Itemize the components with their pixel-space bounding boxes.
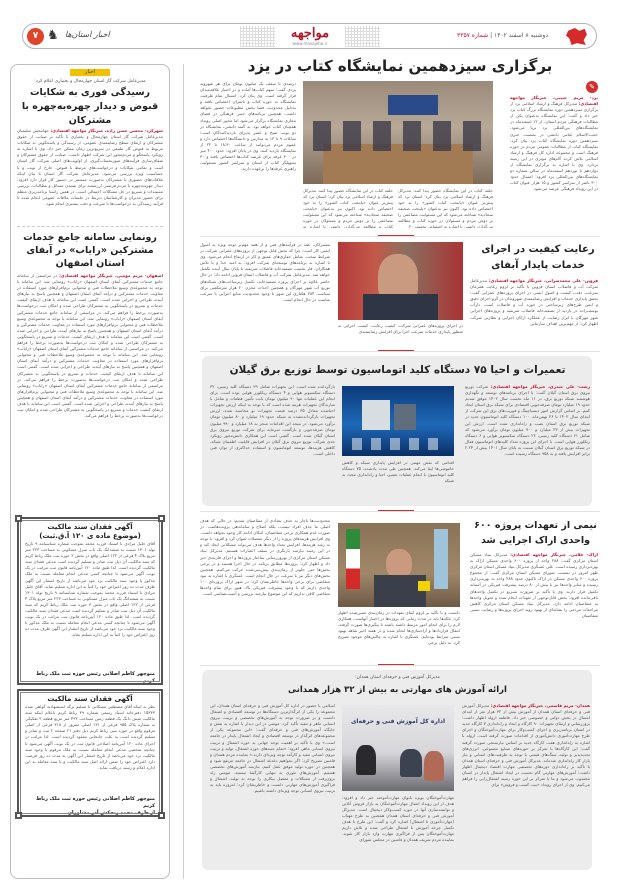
notice2-title: آگهی فقدان سند مالکیت (47, 695, 133, 703)
gilan-article-title[interactable]: تعمیرات و احیا ۷۵ دستگاه کلید اتوماسیون توسط توزیع برق گیلان (229, 364, 566, 376)
organization-flag (434, 529, 448, 589)
ownership-notice-1 (17, 517, 163, 685)
section-figure-icon: ♞ (47, 28, 59, 43)
notice1-subtitle: (موضوع ماده ی ۱۲۰ آ.ق.ثبت) (39, 532, 141, 540)
column-divider (183, 64, 184, 879)
divider (17, 226, 163, 227)
notice2-signature: منوچهر کاظم اصلانی رئیس حوزه ثبت ملک رباط کریم (36, 796, 155, 809)
arak-body-left: محدودیت‌ها ناچار به حذف تعدادی از متقاضیان شدیم؛ در حالی که هدف اصلی ما حذف افراد نیست، بلکه اصلاح و ساماندهی پرونده‌هاست. در صورت عدم همکاری برخی متقاضیان، امکان ادامه کار وجود نخواهد داشت. وی افزایش هزینه‌های پروژه را از دیگر معضلات عنوان کرد و افزود: با توجه به رشد هزینه‌ها، افزایش تعداد واحدها هدف می‌تواند مشکلاتی ایجاد کند و در این زمینه نیازمند بازنگری در سقف اعتبارات هستیم. مدیرکل بنیاد مسکن استان مرکزی از بهروزرسانی ساختار پروژه‌ها و اجرای فازبندی خبر داد و اظهار کرد: پروژه‌ها مطابق برنامه در حال اجرا هستند و در برخی بخش‌ها حتی جلوتر از زمان‌بندی پیش‌بینی‌شده حرکت می‌کنیم. همچنین بخش‌های دیگر نیز با سرعت در حال انجام است. عسگری با اشاره به نبود متقاضی برای برخی واحدها خاطرنشان کرد: در شهر اراک پروژه‌ای ۱۰۰ واحدی داریم که با وجود پیشرفت فیزیکی بالا، هنوز برای تمام واحدها متقاضی کافی نداریم که این موضوع نیازمند بررسی و آسیب‌شناسی است. (200, 518, 330, 597)
yazd-caption-col-1: خلقه کتاب در این نمایشگاه حضور پیدا کنند. مدیرکل فرهنگ و ارشاد اسلامی یزد بیان کرد: استان یزد که پیش‌تر عنوان «پایتخت کتاب کشور» را به خود اختصاص داده بود. اکنون نیز به‌عنوان «پایتخت صحیفه سجادیه» شناخته می‌شود که این مسئولیت مضاعفی را بر دوش مردم و مسئولان در حوزه کتاب و مطالعه می‌گذارد. دانشی با اشاره به اختصاص تخفیف ۲۰ (398, 188, 493, 228)
gilan-body-right: رشت- علی حیدری، خبرنگار مواجهه اقتصادی: شرکت توزیع نیروی برق استان گیلان گفت: با اجرای برنامه‌های توسعه و نگهداری هوشمند شبکه توزیع برق، در ۱۱ ماه نخست سال ۱۴۰۲ موفق شدیم حدود ۱۹ میلیارد تومان صرفه‌جویی اقتصادی برای شبکه برق استان ایجاد کنیم. بر اساس گزارش امور دیسپاچینگ و فوریت‌های برق این شرکت از ابتدای سال ۱۴۰۲ تا ۲۶ بهمن‌ماه، ۱۰۰ دستگاه کلید اتوماسیون جدید در شبکه توزیع برق استان نصب و راه‌اندازی شده است. ارزش این تجهیزات بیش از ۲۳ میلیارد و ۷۰۰ میلیون تومان برآورد می‌شود که شامل ۶۱ دستگاه کلید زمینی، ۲۶ دستگاه سکسیونر هوایی و ۶ دستگاه ریکلوزر هوایی است. با اجرای این پروژه تعداد کلیدهای اتوماسیون فعال در شبکه توزیع برق استان گیلان نسبت به پایان سال ۱۴۰۱ بیش از ۲.۲۴ برابر افزایش یافته و به ۹۵۸ دستگاه رسیده است. (465, 384, 590, 457)
feature-icons-row (352, 438, 444, 450)
person-suit (374, 575, 426, 607)
attendee-woman (356, 745, 376, 775)
photo-banner-text: اداره کل آموزش فنی و حرفه‌ای (350, 718, 446, 725)
reporter-pin-icon: ✎ (586, 81, 598, 93)
notice1-body: آقای خلیل مرادی با استناد فرزند محمد بموجب شماره شناسنامه ۹ تاریخ تولد ۱۳۰۱ نسبت به ششدانگ یک باب منزل مسکونی به مساحت ۲۲۳ متر مربع پلاک ۴ فرعی از ۱۲۲ اصلی واقع در بخش ۳ حوزه ثبت ملک رباط کریم که سند مالکیت آن ذیل ثبت صادر و تسلیم گردیده است مدعی فقدان سند مالکیت گردیده است. لذا طبق ماده ۱۲۰ آیین‌نامه قانون ثبت مراتب در یک نوبت آگهی می‌شود تا چنانچه کسی مدعی انجام معامله نسبت به ملک مذکور یا وجود سند مالکیت نزد خود می‌باشد از تاریخ انتشار این آگهی ظرف مدت ده روز اعتراض خود را کتباً به این اداره تسلیم نماید. آقای خلیل مرادی با استناد فرزند محمد بموجب شماره شناسنامه ۹ تاریخ تولد ۱۳۰۱ نسبت به ششدانگ یک باب منزل مسکونی به مساحت ۲۲۳ متر مربع پلاک ۴ فرعی از ۱۲۲ اصلی واقع در بخش ۳ حوزه ثبت ملک رباط کریم که سند مالکیت آن ذیل ثبت صادر و تسلیم گردیده است مدعی فقدان سند مالکیت گردیده است. لذا طبق ماده ۱۲۰ آیین‌نامه قانون ثبت مراتب در یک نوبت آگهی می‌شود تا چنانچه کسی مدعی انجام معامله نسبت به ملک مذکور یا وجود سند مالکیت نزد خود می‌باشد از تاریخ انتشار این آگهی ظرف مدت ده روز اعتراض خود را کتباً به این اداره تسلیم نماید. (25, 541, 155, 638)
logo-url: www.mavajehe.ir (292, 41, 328, 46)
section-rule (200, 351, 600, 352)
notice1-signature: منوچهر کاظم اصلانی رئیس حوزه ثبت ملک رباط کریم (36, 671, 155, 684)
issue-number: شماره ۳۳۵۷ (457, 32, 489, 39)
hamedan-article-title[interactable]: ارائه آموزش های مهارتی به بیش از ۳۲ هزار همدانی (288, 685, 507, 695)
page-header (22, 23, 597, 49)
gilan-body-left: بازگردانده شده است. این تجهیزات شامل ۳۹ دستگاه کلید زمینی، ۳۲ دستگاه سکسیونر هوایی و ۴ دستگاه ریکلوزر هوایی بوده است. برای انجام این عملیات تنها ۹۰ میلیون تومان بابت تأمین قطعات و تعامل با سازندگان تجهیزات هزینه شده است که با توجه به اینکه ارزش تجهیزات احیاشده معادل ۳۵ درصد قیمت تجهیزات نو محاسبه شده، ارزش تجهیزات بازگردانده‌شده به شبکه حدود ۱۹ میلیارد و ۸۰ میلیون تومان برآورد می‌شود. در نتیجه این اقدامات منجر به ۱۸ میلیارد و ۹۹۰ میلیون تومان صرفه‌جویی و بازگشت سرمایه برای شرکت توزیع نیروی برق استان گیلان شده است. گفتنی است این همکاری دانش‌محور رویکرد جدی شرکت توزیع نیروی برق گیلان در افزایش قابلیت اطمینان شبکه، کاهش هزینه‌ها، توسعه اتوماسیون و استفاده حداکثری از توان فنی داخلی است. (210, 384, 335, 457)
qazvin-caption: در اجرای پروژه‌های عمرانی شرکت، کیفیت رعایت، کیفیت اجرایی به منظور پایداری خدمات سرعت اجرا برای افزایش رضایتمندی (338, 323, 463, 334)
meeting-attendees (313, 121, 493, 151)
corner-ornament (15, 515, 22, 522)
gas-byline: شهرکرد- محسن حسن زاده، خبرنگار مواجهه اقتصادی: (50, 128, 163, 133)
gilan-caption: اقدامی که نقش مهمی در افزایش پایداری شبکه و کاهش خاموشی‌ها ایفا می‌کند. همچنین طی مدت یادشده، ۷۵ دستگاه کلید اتوماسیون با انجام عملیات تعمیر، احیا و راه‌اندازی مجدد به شبکه (342, 460, 454, 483)
gas-article-body: شهرکرد- محسن حسن زاده، خبرنگار مواجهه اقتصادی: جهانبخش سلیمیان مدیرعامل شرکت گاز استان چهارمحال و بختیاری با تأکید بر صیانت از حقوق مشترکان و ارتقای سطح رضایتمندی عمومی، از رسیدگی و پاسخگویی به شکایات مربوط به قبوض گاز طبیعی در سریع‌ترین زمان ممکن خبر داد. وی با اشاره به رویکرد پاسخگو و مردم‌محور این شرکت اظهار داشت: صیانت از حقوق مشترکان و شفاف‌سازی فرآیندهای صورتحساب‌گیری، از اولویت‌های اصلی شرکت گاز استان است و تمامی شکایات و درخواست‌های مرتبط با قبوض، خارج از نوبت و با حساسیت ویژه بررسی می‌شود. مدیرعامل شرکت گاز استان با بیان اینکه ملاقات‌های حضوری با مشترکان به‌صورت مستمر در دستور کار قرار دارد افزود: دیدار چهره‌به‌چهره با مردم فرصتی ارزشمند برای شنیدن مسائل و مطالبات، بررسی مستندات و تسریع در حل مشکلات احتمالی است. در همین راستا برنامه‌ریزی منظم برای حضور مدیران و کارشناسان ذیربط در جلسات ملاقات عمومی انجام شده تا فرآیند رسیدگی به درخواست‌ها با سرعت و دقت بیشتری انجام شود. (17, 128, 163, 207)
newspaper-logo[interactable]: مواجهه www.mavajehe.ir (275, 26, 345, 47)
rayab-byline: اصفهان- مریم مومنی، خبرنگار مواجهه اقتصادی: (59, 273, 163, 278)
qazvin-official-photo (338, 242, 463, 320)
hamedan-kicker: مدیرکل آموزش فنی و حرفه‌ای استان همدان: (355, 675, 440, 680)
yazd-col-right: یزد- مریم حبیبی، خبرنگار مواجهه اقتصادی: مدیرکل فرهنگ و ارشاد اسلامی یزد از برگزاری سیزدهمین دوره نمایشگاه بزرگ کتاب یزد خبر داد و گفت: این نمایشگاه به‌عنوان یکی از مطالبات فرهنگی مردم استان، از ۱۲ اسفندماه در نمایشگاه‌های بین‌المللی یزد برپا می‌شود. حجت‌الاسلام عباس دانشی در نشست خبری سیزدهمین دوره نمایشگاه کتاب یزد بیان کرد: نمایشگاه کتاب از مطالبات عمومی مردم در حوزه فرهنگ است و مجموعه اداره کل فرهنگ و ارشاد اسلامی تلاش کرده گام‌های موثری در این زمینه بردارد. وی با اشاره به برگزاری نمایشگاه از دوازدهم تا نوزدهم اسفندماه در سالن شماره دو نمایشگاه‌های بین‌المللی یزد افزود: امسال حدود ۳۰۰ ناشر از سراسر کشور و ۱۵ هزار عنوان کتاب در این رویداد فرهنگی عرضه می‌شود. (510, 95, 598, 192)
gas-article-title[interactable]: رسیدگی فوری به شکایات قبوض و دیدار چهره‌به‌چهره با مشترکان (21, 87, 159, 126)
yazd-meeting-photo (303, 81, 493, 184)
notice2-body: نظر به اینکه آقای مصطفی مسکانی با تسلیم برگه استشهادیه گواهی شده ۱۵۳۳۳ دفترخانه اسناد رسمی شماره ۳۹ رباط کریم باعلام اینکه سند مالکیت شش دانگ یک قطعه زمین مساحت ۴۳۲ متر مربع قطعه ۲ تفکیکی به شماره پلاک ۹۵۵ فرعی از ۱۳۱ اصلی مفروز از ۳۱۸ فرعی از اصلی مرقوم واقع در حوزه ثبتی رباط کریم ذیل دفتر ۲۱ صفحه ۲ ثبت و صادر و تسلیم گردیده است به علت جابجایی مفقود گردیده است. لذا مراتب در اجرای ماده ۱۲۰ آیین‌نامه اصلاحی قانون ثبت در یک نوبت آگهی می‌شود تا چنانچه شخصی مدعی انجام معامله نسبت به ملک مرقوم یا وجود سند مالکیت نزد خود می‌باشد از تاریخ انتشار این آگهی به مدت ده روز فرصت دارد اعتراض خود را ضمن ارائه اصل سند مالکیت و یا سند معامله به این اداره اعلام و رسید دریافت نماید. (25, 704, 155, 770)
hamedan-body-right: همدان- مریم قاسمی، خبرنگار مواجهه اقتصادی: مدیرکل آموزش فنی و حرفه‌ای استان همدان از آموزش بیش از ۳۲ هزار نفر از ابتدای امسال در بخش دولتی و خصوصی خبر داد. فاطمه اروله اظهار داشت: بروزرسانی و ارتقای تجهیزات ۹۰ کارگاه و ایجاد و راه‌اندازی ۷ کارگاه جدید در استان برنامه‌ریزی و اجرای کسب‌وکار برای مهارت‌آموختگان و اجرای طرح مهارت‌آموزی دانش‌آموزی از اقدامات صورت گرفته است. اروله با اشاره به راه‌اندازی هفت کارگاه جدید بر اساس نیازسنجی صورت گرفته گفت: این کارگاه‌ها با تمرکز بر حوزه‌های صنایع مصنوعی، انرژی‌های تجدیدپذیر و تولید، سنگ‌های قیمتی با توجه به ظرفیت‌های استانی و نیاز بازار کار راه‌اندازی شده‌اند. مدیرکل آموزش فنی و حرفه‌ای استان همدان با تأکید بر راه‌اندازی دوره‌های تخصصی مهارت اقتصاد دیجیتال اظهار داشت: آموزش‌های مهارتی گام نخست در ایجاد اشتغال پایدار در استان محسوب می‌شود و ما با تمرکز بر این حوزه زمینه اشتغال‌زایی را فراهم می‌کنیم. وی از اجرای رویداد «بیت کسب و فروش» برای (462, 703, 590, 788)
notice2-signature-2: از طرف محمد رنجکش آذر مشاوران (67, 810, 155, 816)
qazvin-body-right: قزوین- علی محمدصرانی، خبرنگار مواجهه اقتصادی: مدیرعامل شرکت آب و فاضلاب استان قزوین با تأکید بر لزوم رعایت همزمان سرعت، دقت، کیفیت و اصول ایمنی در اجرای پروژه‌های عمرانی گفت: تحقق پایداری خدمات و افزایش رضایتمندی شهروندان در گرو اجرای دقیق و ایمن طرح‌های زیرساختی در حوزه آب و فاضلاب است. دارأب یوسف‌زاده در بازدید از تصفیه‌خانه فاضلاب شریفیه و پروژه‌های اجرایی شهر مهرگان با ابراز رضایت از عملکرد ارکان اجرایی و نظارتی شرکت اظهار کرد: از مهم‌ترین اهداف سازمانی (470, 278, 598, 326)
qazvin-body-left: مشترکان، عقد در فرآیندهای فنی و از همه مهم‌تر توجه ویژه به اصول ایمنی کار است؛ چرا که بخش قابل توجهی از پروژه‌های عمرانی شرکت در شرایط سخت، شامل حفاری‌های عمیق و کار در ارتفاع انجام می‌شود. وی با اشاره به برنامه‌های توسعه‌ای شرکت افزود: به امید خدا و با تلاش همکاران، فاز نخست تصفیه‌خانه فاضلاب شریفیه تا پایان سال آینده تکمیل خواهد شد. مدیرعامل شرکت آب و فاضلاب استان قزوین ادامه داد: در حال حاضر علاوه بر اجرای پروژه تصفیه‌خانه، تکمیل زیرساخت‌های شبکه‌های توزیع آب شهر مهرگان و همچنین احداث مخزن ۲۰ هزار مترمکعبی برای سیاست ۲۸۴ هکتاری این شهر با وجود محدودیت منابع اجرایی با سرعت مناسب در حال انجام است. (200, 242, 330, 302)
issue-info: دوشنبه ۸ اسفند ۱۴۰۲ | شماره ۳۳۵۷ (457, 32, 548, 39)
arak-official-photo (338, 523, 460, 607)
microphone (418, 581, 430, 591)
issue-date: دوشنبه ۸ اسفند ۱۴۰۲ (494, 32, 548, 39)
yazd-article-title[interactable]: برگزاری سیزدهمین نمایشگاه کتاب در یزد (247, 57, 553, 75)
gilan-automation-switch-image (342, 386, 454, 456)
corner-ornament (158, 515, 165, 522)
iran-flag (346, 529, 360, 589)
corner-ornament (158, 812, 165, 819)
attendee-cleric (424, 751, 444, 781)
ownership-notice-2 (17, 689, 163, 817)
yazd-caption-col-2: خلقه کتاب در این نمایشگاه حضور پیدا کنند. مدیرکل فرهنگ و ارشاد اسلامی یزد بیان کرد: استان یزد که پیش‌تر عنوان «پایتخت کتاب کشور» را به خود اختصاص داده بود. اکنون نیز به‌عنوان «پایتخت صحیفه سجادیه» شناخته می‌شود که این مسئولیت مضاعفی را بر دوش مردم و مسئولان در حوزه کتاب و مطالعه می‌گذارد. دانشی با اشاره به (303, 188, 393, 228)
notice1-title: آگهی فقدان سند مالکیت (47, 523, 133, 531)
yazd-col-left: درصدی تا سقف یک میلیون تومان برای هر شهروند یزدی گفت: سهم کتاب‌ها آماده و در اختیار علاقه‌مندان قرار گرفته است. وی بیان کرد: امسال تمام ظرفیت نمایشگاه به حوزه کتاب و ناشران اختصاص یافته و به‌دلیل محدودیت فضا بخش مطبوعات حضور نخواهد داشت. همچنین برنامه‌های جنبی فرهنگی در فضای مجازی نمایشگاه برگزار می‌شود اما محور اصلی رویداد همچنان کتاب خواهد بود. به گفته دانشی، نمایشگاه در دو نوبت صبح و عصر پذیرای بازدیدکنندگان است؛ ساعات ۹ تا ۱۳ به مدارس و دانشگاه‌ها اختصاص دارد و عموم مردم می‌توانند از ساعت ۱۸:۳۰ تا ۲۲ از نمایشگاه بازدید کنند. وی در پایان افزود: حدود ۴۰۰ میز در ۳۰۰ غرفه برای عرضه کتاب‌ها اختصاص یافته و ۳۰ تسهیلگر کتاب از استان و سراسر کشور مسئولیت راهبری غرفه‌ها را برعهده دارند. (200, 81, 296, 172)
switch-device (362, 400, 390, 430)
rayab-article-title[interactable]: رونمایی سامانه جامع خدمات مشترکین «رایاب» در آبفای استان اصفهان (23, 232, 157, 269)
section-rule (200, 236, 600, 237)
arak-caption: دانست و با تأکید بر لزوم ایفای تعهدات در زمان‌بندی تعیین‌شده اظهار کرد: بلکه‌ها باید در مدت زمانی که پروژه‌ها در اختیار آنهاست، همکاری لازم را برای انجام امور مرتبط داشته باشند تا پیگیری‌ها صورت گرفته، انتقال قراردادها و آزادسازی‌ها انجام شده و در هفته اخیر شاهد بهبود نسبی شرایط بوده‌ایم. عسگری با اشاره به چالش‌های موجود تصریح کرد: به دلیل برخی (338, 610, 460, 645)
section-rule (200, 511, 600, 512)
iran-map-icon (566, 27, 588, 46)
person-suit (363, 294, 438, 320)
hamedan-caption: مهارت‌آموختگان بویژه بانوان مهارت‌آموخته خبر داد و افزود: هدف از این رویداد اتصال مهارت‌آموختگان به بازار فروش آنلاین و توانمندسازی آنها در حوزه کسب‌وکار دیجیتال است. مدیرکل آموزش فنی و حرفه‌ای استان همدان همچنین به طرح مهتاب (مهارت‌آموزی تا اشتغال) اشاره کرد و گفت: این طرح با هدف تکمیل چرخه آموزش تا اشتغال طراحی شده و تلاش داریم مهارت‌آموختگان پس از فراگیری مهارت وارد بازار کار شوند. نماینده مردم شریف همدان و فامنین در مجلس شورای (342, 795, 454, 842)
section-rule (200, 665, 600, 666)
corner-ornament (15, 812, 22, 819)
qazvin-article-title[interactable]: رعایت کیفیت در اجرای خدمات پایدار آبفای (481, 244, 595, 271)
arak-article-title[interactable]: نیمی از تعهدات پروژه ۶۰۰ واحدی اراک اجرایی شد (474, 520, 597, 546)
left-news-column (10, 64, 170, 879)
wall-screen (388, 95, 438, 115)
hamedan-body-left: اسلامی با حضور در اداره کل آموزش فنی و حرفه‌ای استان همدان، این مجموعه را یکی از اثرگذارترین دستگاه‌ها در توسعه اقتصادی و اشتغال دانست و بر ضرورت توجه به آموزش‌های تخصصی و تربیت نیروی انسانی ماهر و مفید تأکید کرد. مومنی در این دیدار با اشاره به نقش و جایگاه آموزش‌های فنی و حرفه‌ای گفت: «این مجموعه یکی از مجموعه‌های اثرگذار در توسعه اقتصادی و ایجاد اشتغال پایدار در جامعه است.» وی با تأکید بر اهمیت توجه جهانی به حوزه اشتغال و تربیت نیروی انسانی ماهر، افزود: «تمام جنبه‌های حوزه اشتغال، تولید و تربیت نیروی انسانی مفید و کارآمد توجه ویژه‌ای دارند.» نماینده مردم همدان و فامنین تصریح کرد: اگر بخواهیم دغدغه اشتغال در جامعه مرتفع شود و همچنین در حوزه تولید موفق عمل کنیم، نیازمند آموزش‌های تخصصی هستیم. آموزش‌های تئوری به تنهایی کارگشا نیستند. مومنی راه برون‌رفت از مشکلات و معضل بیکاری را توجه به تولید، اشتغال و فراگیری آموزش‌های مهارتی دانست و خاطرنشان کرد: امروزه باید به تربیت نیروی انسانی توجه ویژه‌ای داشته باشیم. (210, 703, 335, 794)
switch-device (394, 404, 416, 430)
logo-area (240, 26, 380, 47)
section-name: اخبار استان‌ها (65, 30, 110, 39)
page-number-badge: ۷ (27, 28, 44, 45)
news-tag: اخبار (70, 69, 110, 76)
arak-body-right: اراک- غلامی، خبرنگار مواجهه اقتصادی: مدیرکل بنیاد مسکن استان مرکزی گفت: ۲۸۸ واحد از پروژه ۶۰۰ واحدی مسکن اراک به بهره‌برداری رسیده است. علی عسگری مدیرکل بنیاد مسکن استان مرکزی ظهر امروز در نشست شورای مسکن استان مرکزی گفت: از مجموع پروژه ۶۰۰ واحدی مسکن در اراک تاکنون حدود ۲۸۸ واحد به بهره‌برداری رسیده و سایر واحدها نیز با بیش از ۸۰ درصد پیشرفت فیزیکی در آستانه تکمیل قرار دارند. وی با تأکید بر ضرورت تسریع در تکمیل واحدهای باقی‌مانده افزود: بخش قابل‌توجهی از تعهدات انجام شده و تحویل واحدها به متقاضیان ادامه دارد. مدیرکل بنیاد مسکن استان مرکزی کاهش مراجعات مردمی را نشانه‌ای از بهبود روند اجرای پروژه‌ها و رضایت نسبی متقاضیان (470, 552, 598, 618)
attendee-man (400, 749, 422, 777)
hamedan-meeting-photo (342, 705, 454, 791)
rayab-article-body: اصفهان- مریم مومنی، خبرنگار مواجهه اقتصادی: در مراسمی از سامانه جامع خدمات مشترکین آبفای استان اصفهان «رایاب» رونمایی شد. این سامانه با توجه به مجموعه‌ی وسیع ملاحظات فنی و محتوایی نرم‌افزارهای مورد استفاده در معاونت خدمات مشترکین و درآمد آبفای استان اصفهان و همچنین پاسخ به نیازهای آینده، طراحی و اجرایی شده است. گفتنی است این سامانه با هدف ارتقای کیفیت خدمات و تسریع در پاسخگویی به مشترکان طراحی شده و امکان ثبت درخواست‌ها به‌صورت برخط را فراهم می‌کند. در مراسمی از سامانه جامع خدمات مشترکین آبفای استان اصفهان «رایاب» رونمایی شد. این سامانه با توجه به مجموعه‌ی وسیع ملاحظات فنی و محتوایی نرم‌افزارهای مورد استفاده در معاونت خدمات مشترکین و درآمد آبفای استان اصفهان و همچنین پاسخ به نیازهای آینده، طراحی و اجرایی شده است. گفتنی است این سامانه با هدف ارتقای کیفیت خدمات و تسریع در پاسخگویی به مشترکان طراحی شده و امکان ثبت درخواست‌ها به‌صورت برخط را فراهم می‌کند. در مراسمی از سامانه جامع خدمات مشترکین آبفای استان اصفهان «رایاب» رونمایی شد. این سامانه با توجه به مجموعه‌ی وسیع ملاحظات فنی و محتوایی نرم‌افزارهای مورد استفاده در معاونت خدمات مشترکین و درآمد آبفای استان اصفهان و همچنین پاسخ به نیازهای آینده، طراحی و اجرایی شده است. گفتنی است این سامانه با هدف ارتقای کیفیت خدمات و تسریع در پاسخگویی به مشترکان طراحی شده و امکان ثبت درخواست‌ها به‌صورت برخط را فراهم می‌کند. در مراسمی از سامانه جامع خدمات مشترکین آبفای استان اصفهان «رایاب» رونمایی شد. این سامانه با توجه به مجموعه‌ی وسیع ملاحظات فنی و محتوایی نرم‌افزارهای مورد استفاده در معاونت خدمات مشترکین و درآمد آبفای استان اصفهان و همچنین پاسخ به نیازهای آینده، طراحی و اجرایی شده است. گفتنی است این سامانه با هدف ارتقای کیفیت خدمات و تسریع در پاسخگویی به مشترکان طراحی شده و امکان ثبت درخواست‌ها به‌صورت برخط را فراهم می‌کند. (17, 273, 163, 419)
gas-kicker: مدیرعامل شرکت گاز استان چهارمحال و بختیاری اعلام کرد: (34, 79, 146, 84)
